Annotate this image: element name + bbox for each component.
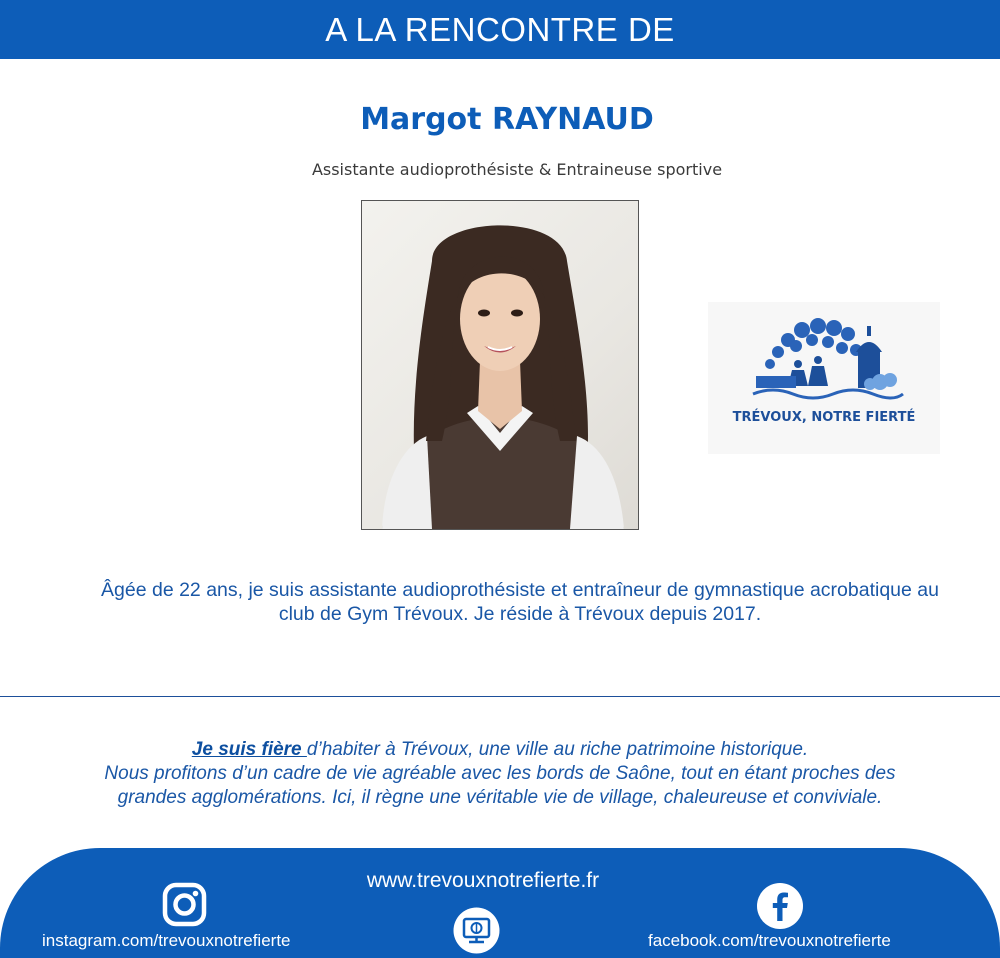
trevoux-logo — [708, 302, 940, 454]
header-banner — [0, 0, 1000, 59]
quote-line-3: grandes agglomérations. Ici, il règne une véritable vie de village, chaleureuse et conviviale. — [117, 787, 883, 808]
person-role: Assistante audioprothésiste & Entraineuse sportive — [311, 160, 723, 179]
facebook-icon[interactable] — [757, 883, 803, 929]
quote-line-1 — [0, 738, 1000, 762]
instagram-icon[interactable] — [162, 882, 207, 927]
portrait-photo — [361, 200, 639, 530]
website-icon[interactable] — [453, 907, 500, 954]
quote-line-1-rest: d’habiter à Trévoux, une ville au riche patrimoine historique. — [306, 739, 809, 760]
instagram-link[interactable]: instagram.com/trevouxnotrefierte — [42, 931, 291, 950]
person-name: Margot RAYNAUD — [360, 102, 654, 137]
bio-paragraph — [20, 578, 1000, 626]
bio-line-1: Âgée de 22 ans, je suis assistante audioprothésiste et entraîneur de gymnastique acrobatique au — [101, 579, 939, 601]
banner-title: A LA RENCONTRE DE — [325, 10, 675, 48]
tree-castle-emblem — [708, 302, 940, 402]
website-link[interactable]: www.trevouxnotrefierte.fr — [366, 869, 600, 892]
quote-paragraph — [0, 738, 1000, 810]
divider — [0, 696, 1000, 697]
quote-line-2: Nous profitons d’un cadre de vie agréable avec les bords de Saône, tout en étant proches des — [104, 763, 896, 784]
quote-highlight: Je suis fière — [191, 739, 307, 760]
facebook-link[interactable]: facebook.com/trevouxnotrefierte — [648, 931, 891, 950]
bio-line-2: club de Gym Trévoux. Je réside à Trévoux depuis 2017. — [278, 603, 762, 625]
logo-text: TRÉVOUX, NOTRE FIERTÉ — [732, 410, 916, 425]
